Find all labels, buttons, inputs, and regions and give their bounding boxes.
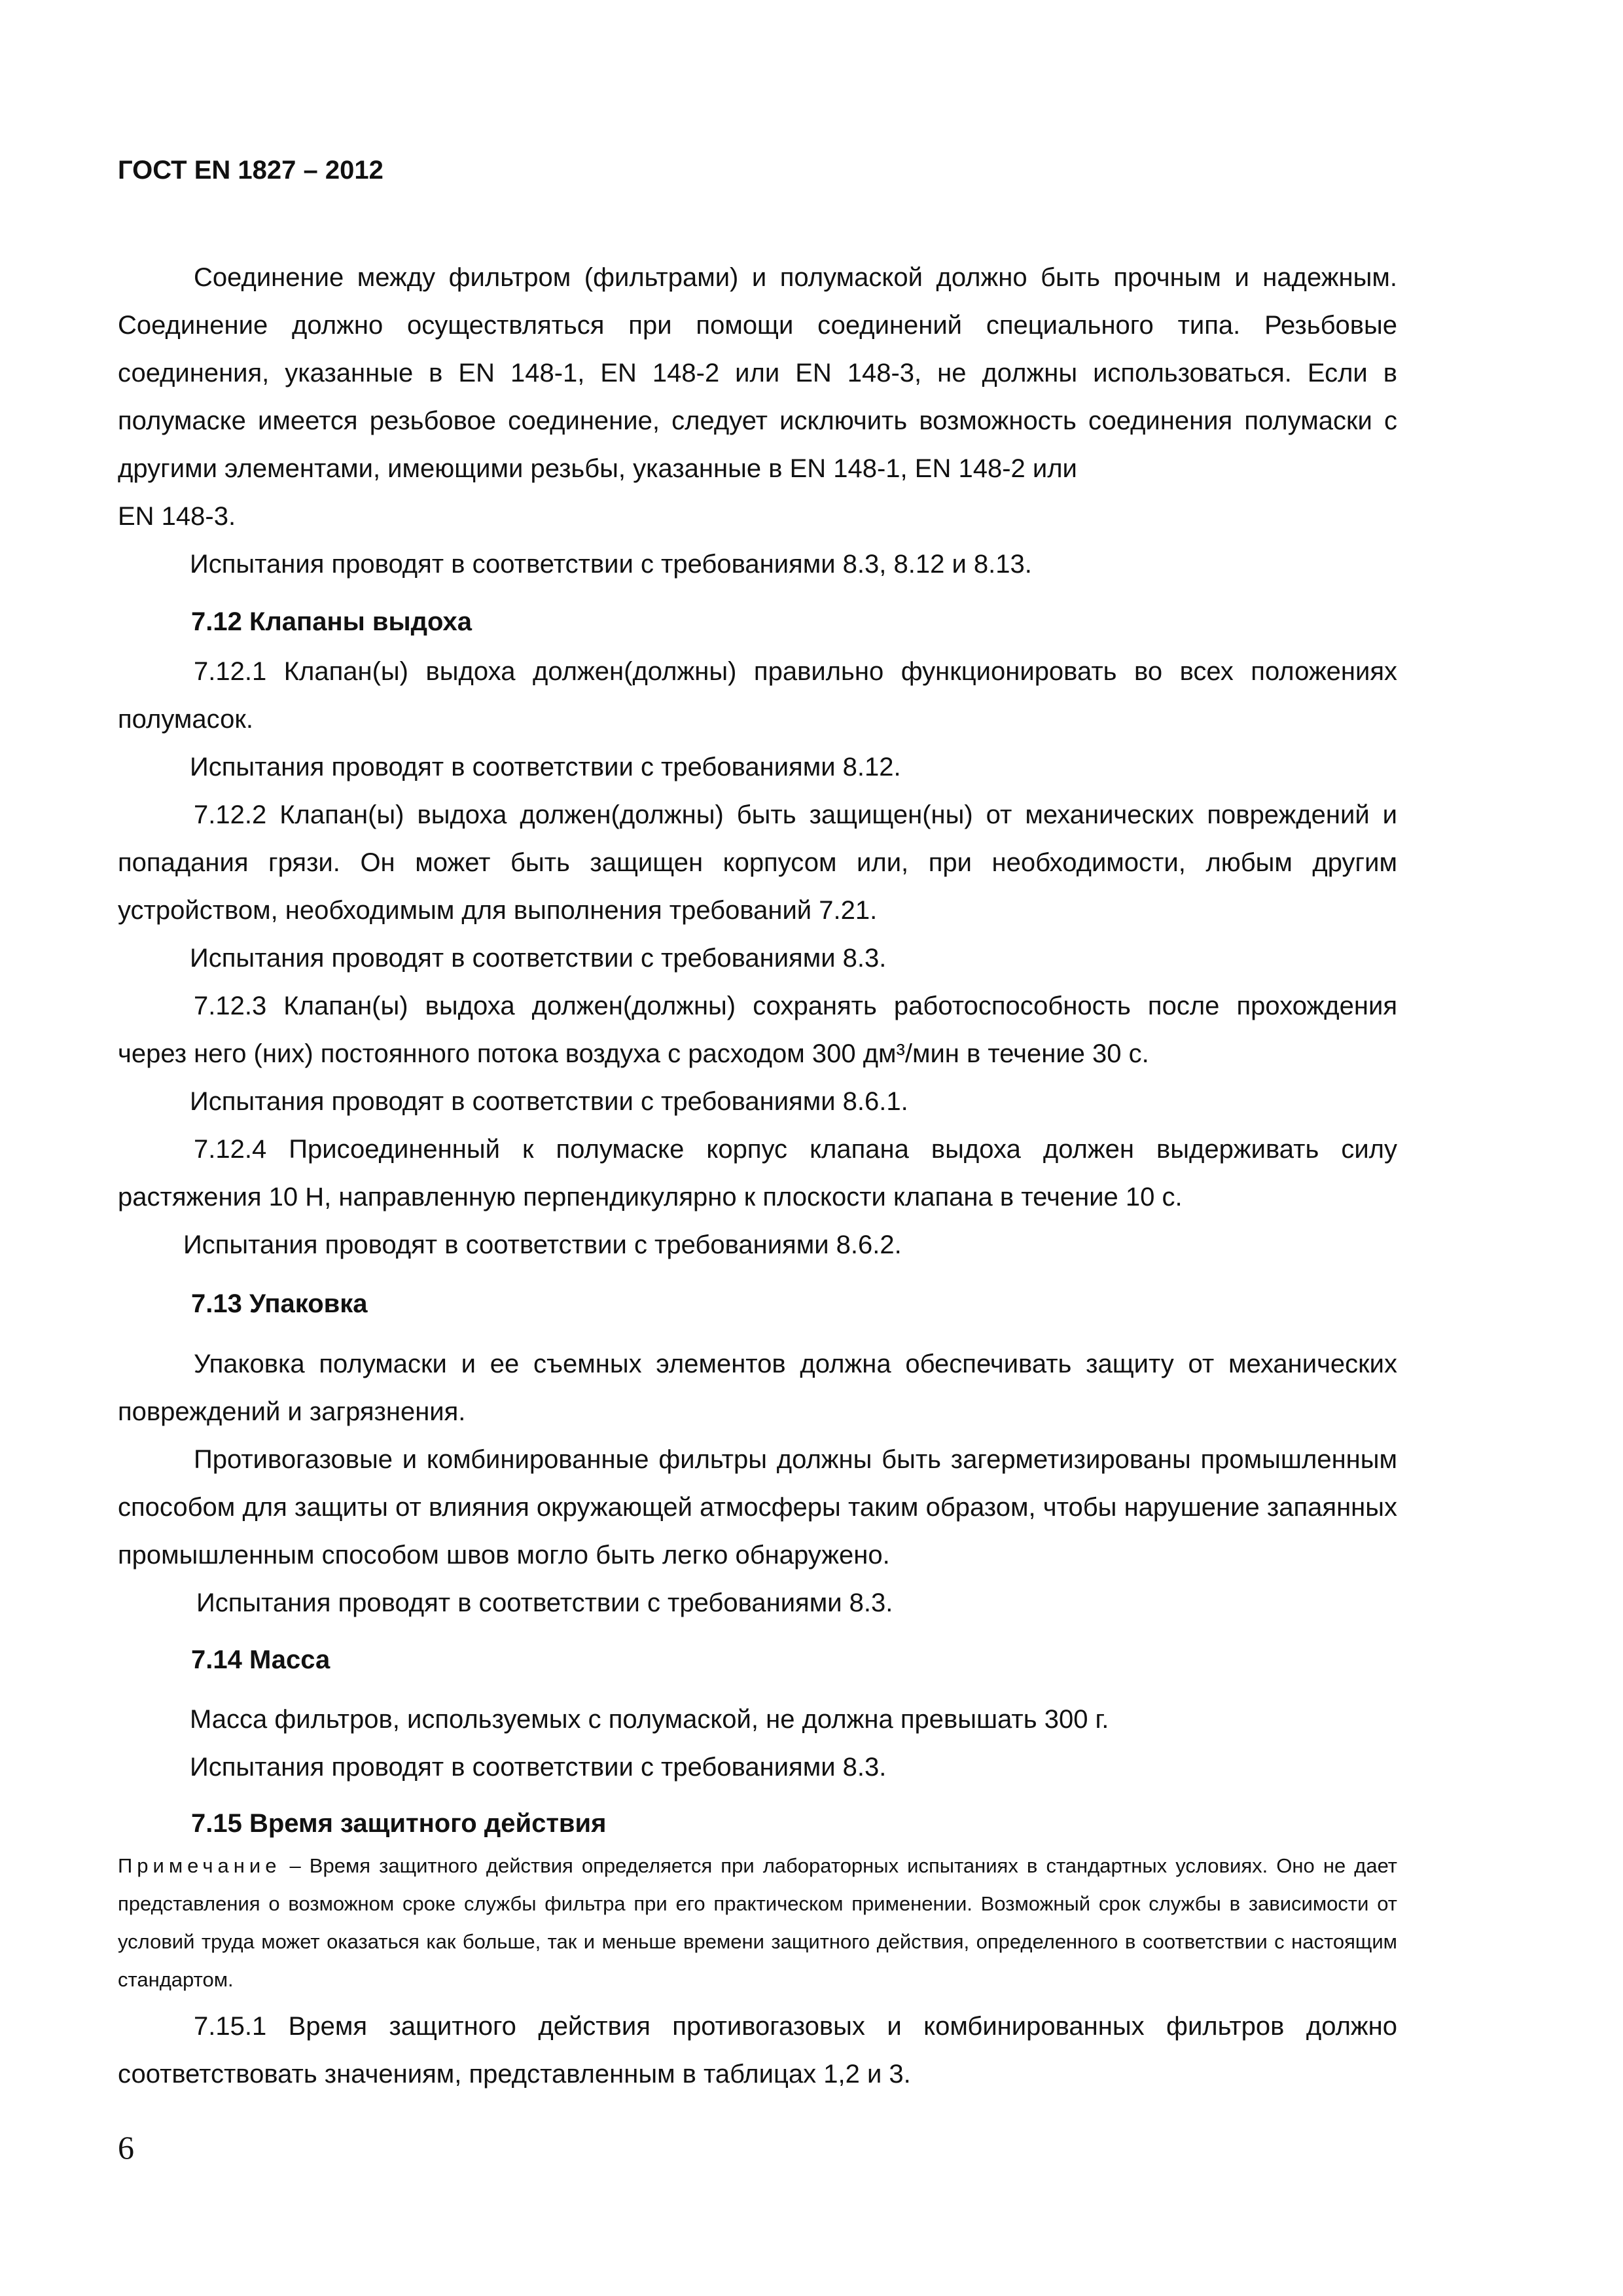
section-heading-7-15: 7.15 Время защитного действия [191, 1809, 607, 1838]
paragraph-7-12-3: 7.12.3 Клапан(ы) выдоха должен(должны) сохранять работоспособность после прохождения через него (них) постоянного потока воздуха с расходом 300 дм³/мин в течение 30 с. [118, 992, 1397, 1068]
test-note-7-12-2: Испытания проводят в соответствии с требованиями 8.3. [190, 944, 887, 973]
note-text: – Время защитного действия определяется при лабораторных испытаниях в стандартных условиях. Оно не дает представления о возможном сроке службы фильтра при его практическом применении. Возможный срок службы в зависимости от условий труда может оказаться как больше, так и меньше времени защитного действия, определенного в соответствии с настоящим стандартом. [118, 1854, 1397, 1991]
paragraph-connection-end: EN 148-3. [118, 502, 236, 531]
note-block [118, 1847, 1397, 1999]
section-heading-7-13: 7.13 Упаковка [191, 1289, 368, 1318]
section-heading-7-14: 7.14 Масса [191, 1645, 330, 1674]
paragraph-7-15-1: 7.15.1 Время защитного действия противогазовых и комбинированных фильтров должно соответствовать значениям, представленным в таблицах 1,2 и 3. [118, 2012, 1397, 2089]
test-note-7-12-3: Испытания проводят в соответствии с требованиями 8.6.1. [190, 1087, 908, 1116]
page-number: 6 [118, 2129, 134, 2166]
paragraph-7-12-4: 7.12.4 Присоединенный к полумаске корпус клапана выдоха должен выдерживать силу растяжения 10 Н, направленную перпендикулярно к плоскости клапана в течение 10 с. [118, 1135, 1397, 1211]
paragraph-7-14-mass: Масса фильтров, используемых с полумаской, не должна превышать 300 г. [190, 1705, 1109, 1734]
test-note-7-12-4: Испытания проводят в соответствии с требованиями 8.6.2. [183, 1230, 902, 1259]
test-note-7-13: Испытания проводят в соответствии с требованиями 8.3. [196, 1588, 893, 1617]
paragraph-connection: Соединение между фильтром (фильтрами) и полумаской должно быть прочным и надежным. Соединение должно осуществляться при помощи соединений специального типа. Резьбовые соединения, указанные в EN 148-1, EN 148-2 или EN 148-3, не должны использоваться. Если в полумаске имеется резьбовое соединение, следует исключить возможность соединения полумаски с другими элементами, имеющими резьбы, указанные в EN 148-1, EN 148-2 или [118, 263, 1397, 483]
test-note-7-12-1: Испытания проводят в соответствии с требованиями 8.12. [190, 753, 901, 781]
note-label: Примечание [118, 1854, 281, 1877]
document-header: ГОСТ EN 1827 – 2012 [118, 156, 383, 185]
paragraph-7-12-2: 7.12.2 Клапан(ы) выдоха должен(должны) быть защищен(ны) от механических повреждений и попадания грязи. Он может быть защищен корпусом или, при необходимости, любым другим устройством, необходимым для выполнения требований 7.21. [118, 800, 1397, 925]
section-heading-7-12: 7.12 Клапаны выдоха [191, 607, 472, 636]
test-note-connection: Испытания проводят в соответствии с требованиями 8.3, 8.12 и 8.13. [190, 550, 1032, 579]
paragraph-7-13-packaging: Упаковка полумаски и ее съемных элементов должна обеспечивать защиту от механических повреждений и загрязнения. [118, 1350, 1397, 1426]
test-note-7-14: Испытания проводят в соответствии с требованиями 8.3. [190, 1753, 887, 1782]
paragraph-7-13-filters: Противогазовые и комбинированные фильтры должны быть загерметизированы промышленным способом для защиты от влияния окружающей атмосферы таким образом, чтобы нарушение запаянных промышленным способом швов могло быть легко обнаружено. [118, 1445, 1397, 1570]
paragraph-7-12-1: 7.12.1 Клапан(ы) выдоха должен(должны) правильно функционировать во всех положениях полумасок. [118, 657, 1397, 734]
